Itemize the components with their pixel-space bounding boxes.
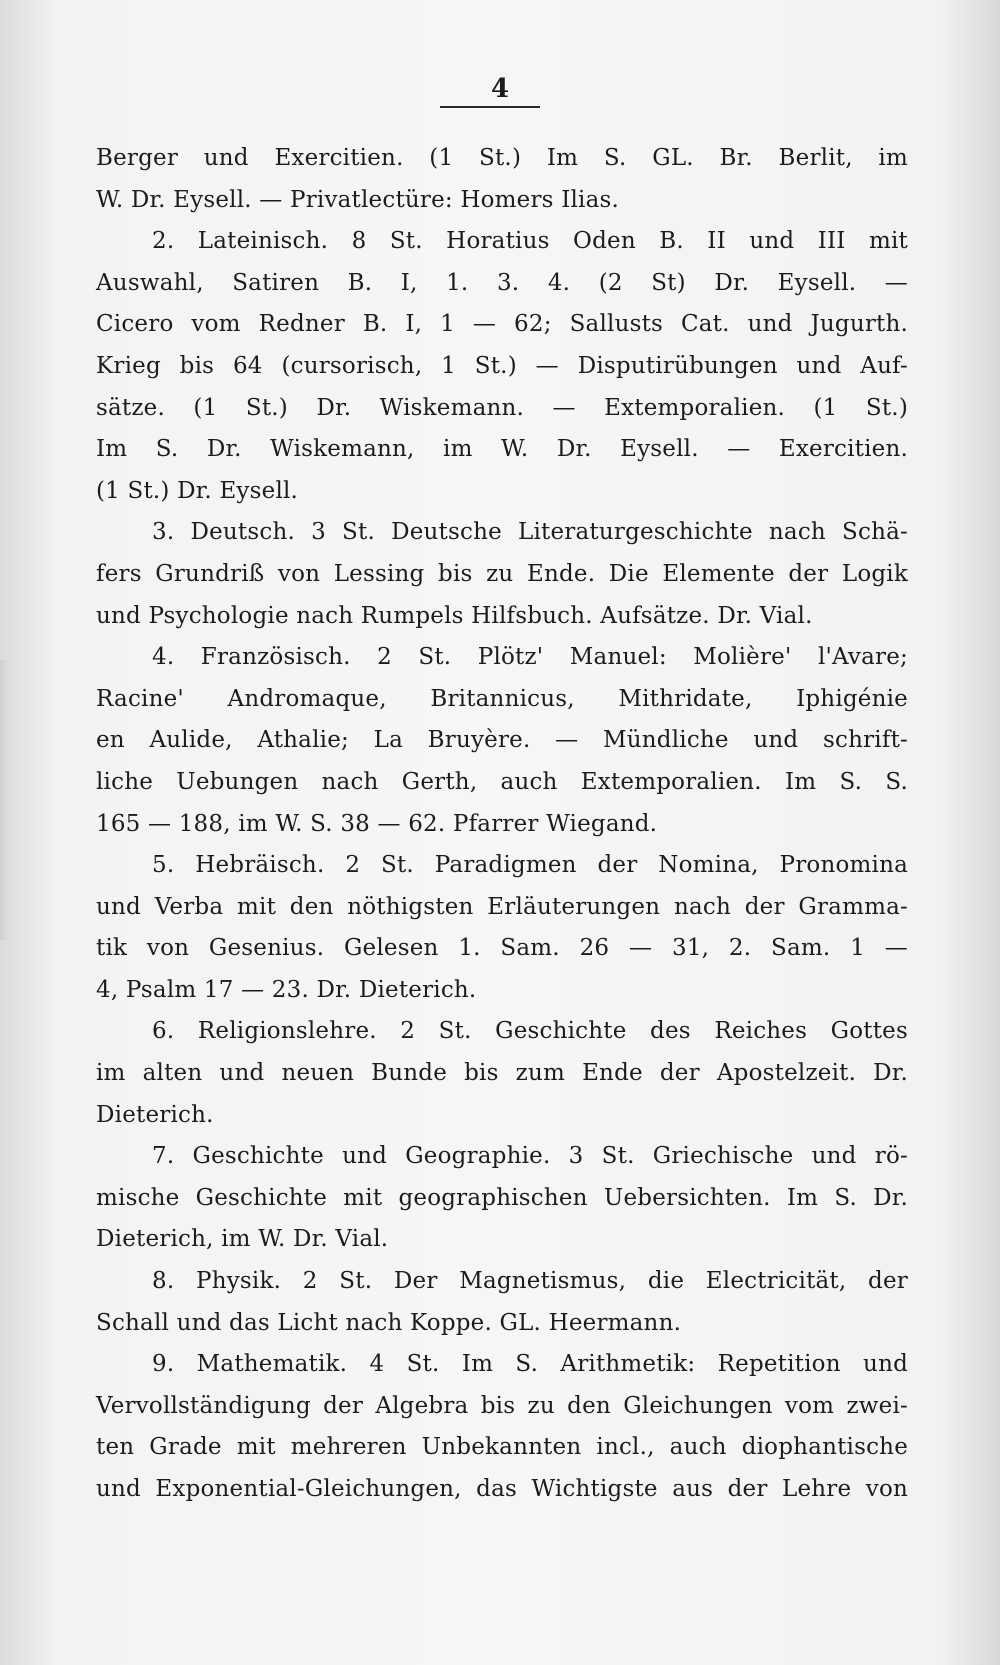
text-line: Dieterich, im W. Dr. Vial.	[96, 1226, 389, 1253]
text-line: und Psychologie nach Rumpels Hilfsbuch. Aufsätze. Dr. Vial.	[96, 602, 813, 629]
text-line: liche Uebungen nach Gerth, auch Extemporalien. Im S. S.	[96, 768, 908, 795]
section-heading-line: 8. Physik. 2 St. Der Magnetismus, die Electricität, der	[152, 1268, 908, 1295]
section-heading-line: 5. Hebräisch. 2 St. Paradigmen der Nomina, Pronomina	[152, 852, 908, 879]
text-line: und Exponential-Gleichungen, das Wichtigste aus der Lehre von	[96, 1476, 908, 1502]
section-heading-line: 4. Französisch. 2 St. Plötz' Manuel: Molière' l'Avare;	[152, 644, 908, 671]
section-heading-line: 7. Geschichte und Geographie. 3 St. Griechische und rö-	[152, 1143, 908, 1170]
text-line: 165 — 188, im W. S. 38 — 62. Pfarrer Wiegand.	[96, 810, 658, 837]
section-heading-line: 6. Religionslehre. 2 St. Geschichte des Reiches Gottes	[152, 1018, 908, 1045]
text-line: Dieterich.	[96, 1101, 214, 1128]
text-line: (1 St.) Dr. Eysell.	[96, 477, 299, 504]
text-line: im alten und neuen Bunde bis zum Ende der Apostelzeit. Dr.	[96, 1060, 908, 1087]
text-line: 4, Psalm 17 — 23. Dr. Dieterich.	[96, 976, 477, 1003]
section-heading-line: 3. Deutsch. 3 St. Deutsche Literaturgeschichte nach Schä-	[152, 519, 908, 546]
text-line: fers Grundriß von Lessing bis zu Ende. Die Elemente der Logik	[96, 560, 908, 587]
page-number-rule	[440, 106, 540, 108]
text-line: Auswahl, Satiren B. I, 1. 3. 4. (2 St) Dr. Eysell. —	[96, 269, 908, 296]
torn-page-edge	[0, 660, 8, 940]
text-line: Im S. Dr. Wiskemann, im W. Dr. Eysell. — Exercitien.	[96, 436, 908, 463]
body-text	[96, 138, 908, 1511]
text-line: sätze. (1 St.) Dr. Wiskemann. — Extemporalien. (1 St.)	[96, 394, 908, 421]
text-line: Racine' Andromaque, Britannicus, Mithridate, Iphigénie	[96, 685, 908, 712]
text-line: Krieg bis 64 (cursorisch, 1 St.) — Disputirübungen und Auf-	[96, 352, 908, 379]
text-line: Berger und Exercitien. (1 St.) Im S. GL. Br. Berlit, im	[96, 145, 908, 171]
section-heading-line: 9. Mathematik. 4 St. Im S. Arithmetik: Repetition und	[152, 1351, 908, 1378]
text-line: ten Grade mit mehreren Unbekannten incl., auch diophantische	[96, 1434, 908, 1461]
text-line: Vervollständigung der Algebra bis zu den Gleichungen vom zwei-	[96, 1392, 908, 1419]
text-line: en Aulide, Athalie; La Bruyère. — Mündliche und schrift-	[96, 727, 908, 754]
section-heading-line: 2. Lateinisch. 8 St. Horatius Oden B. II und III mit	[152, 228, 908, 255]
text-line: tik von Gesenius. Gelesen 1. Sam. 26 — 31, 2. Sam. 1 —	[96, 935, 908, 962]
text-line: Cicero vom Redner B. I, 1 — 62; Sallusts Cat. und Jugurth.	[96, 311, 908, 338]
text-line: und Verba mit den nöthigsten Erläuterungen nach der Gramma-	[96, 893, 908, 920]
text-line: W. Dr. Eysell. — Privatlectüre: Homers Ilias.	[96, 186, 620, 213]
text-line: mische Geschichte mit geographischen Uebersichten. Im S. Dr.	[96, 1184, 908, 1211]
text-line: Schall und das Licht nach Koppe. GL. Heermann.	[96, 1309, 682, 1336]
page-number: 4	[490, 74, 510, 104]
